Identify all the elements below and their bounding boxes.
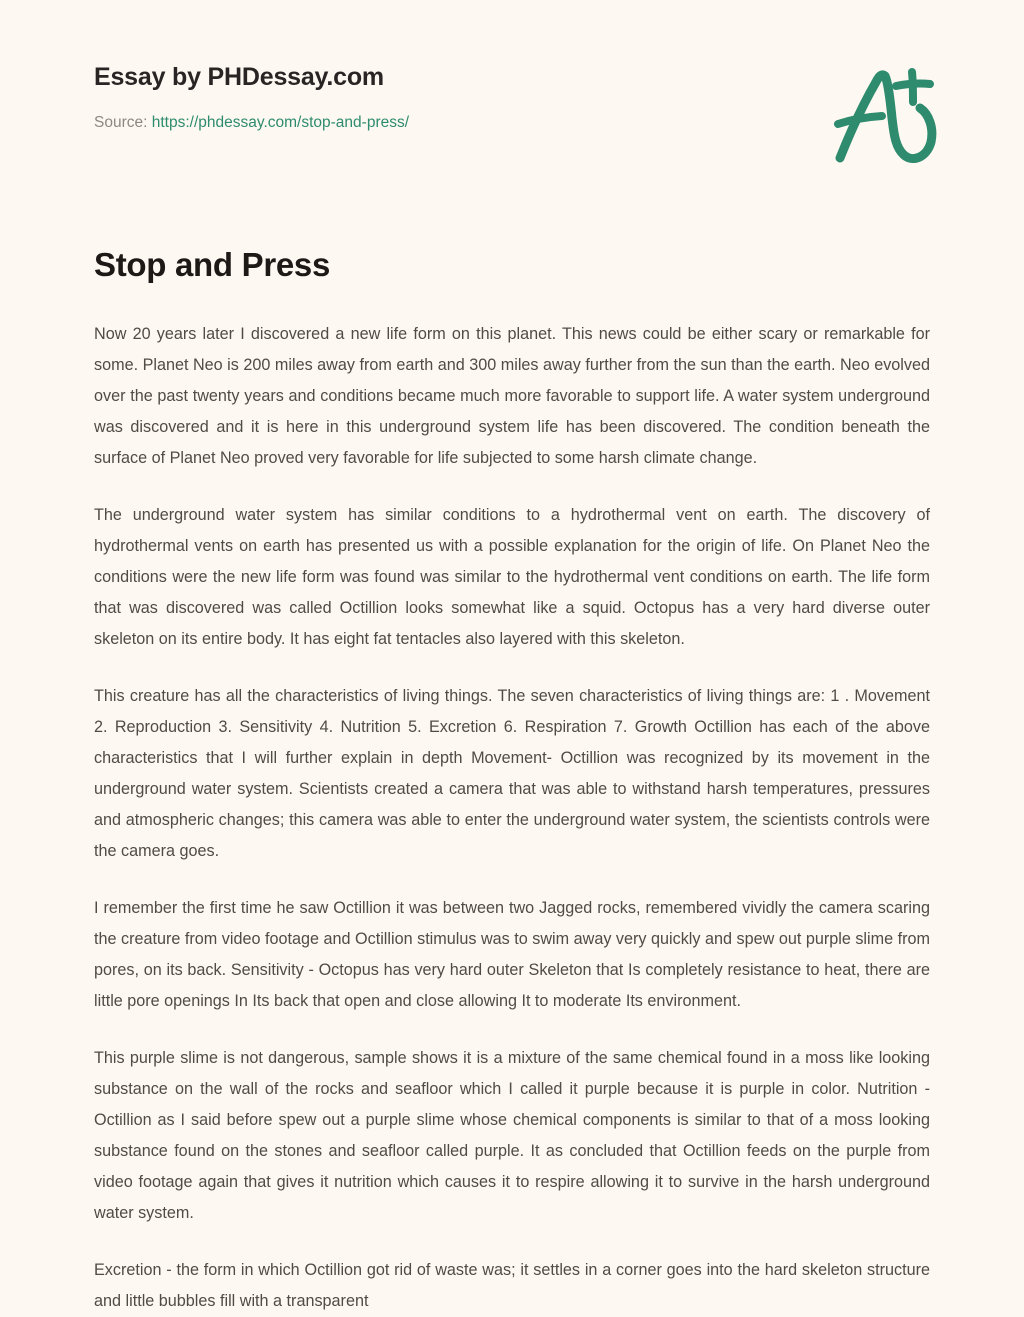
paragraph: Now 20 years later I discovered a new life form on this planet. This news could be either scary or remarkable for some. Planet Neo is 200 miles away from earth and 300 miles away further from the sun than the earth. Neo evolved over the past twenty years and conditions became much more favorable to support life. A water system underground was discovered and it is here in this underground system life has been discovered. The condition beneath the surface of Planet Neo proved very favorable for life subjected to some harsh climate change. (94, 325, 930, 468)
source-label: Source: (94, 114, 148, 131)
brand-title: Essay by PHDessay.com (94, 63, 384, 91)
header-left-block (94, 62, 409, 133)
page-header (94, 0, 930, 168)
paragraph: I remember the first time he saw Octillion it was between two Jagged rocks, remembered vividly the camera scaring the creature from video footage and Octillion stimulus was to swim away very quickly and spew out purple slime from pores, on its back. Sensitivity - Octopus has very hard outer Skeleton that Is completely resistance to heat, there are little pore openings In Its back that open and close allowing It to moderate Its environment. (94, 899, 930, 1011)
paragraph: This purple slime is not dangerous, sample shows it is a mixture of the same chemical found in a moss like looking substance on the wall of the rocks and seafloor which I called it purple because it is purple in color. Nutrition - Octillion as I said before spew out a purple slime whose chemical components is similar to that of a moss looking substance found on the stones and seafloor called purple. It as concluded that Octillion feeds on the purple from video footage again that gives it nutrition which causes it to respire allowing it to survive in the harsh underground water system. (94, 1049, 930, 1223)
paragraph: This creature has all the characteristics of living things. The seven characteristics of living things are: 1 . Movement 2. Reproduction 3. Sensitivity 4. Nutrition 5. Excretion 6. Respiration 7. Growth Octillion has each of the above characteristics that I will further explain in depth Movement- Octillion was recognized by its movement in the underground water system. Scientists created a camera that was able to withstand harsh temperatures, pressures and atmospheric changes; this camera was able to enter the underground water system, the scientists controls were the camera goes. (94, 687, 930, 861)
a-plus-logo-icon (824, 62, 944, 168)
paragraph: Excretion - the form in which Octillion got rid of waste was; it settles in a corner goes into the hard skeleton structure and little bubbles fill with a transparent (94, 1261, 930, 1311)
page-title: Stop and Press (94, 246, 331, 283)
essay-body (94, 319, 930, 1317)
paragraph: The underground water system has similar conditions to a hydrothermal vent on earth. The discovery of hydrothermal vents on earth has presented us with a possible explanation for the origin of life. On Planet Neo the conditions were the new life form was found was similar to the hydrothermal vent conditions on earth. The life form that was discovered was called Octillion looks somewhat like a squid. Octopus has a very hard diverse outer skeleton on its entire body. It has eight fat tentacles also layered with this skeleton. (94, 506, 930, 649)
source-url-link[interactable]: https://phdessay.com/stop-and-press/ (151, 114, 410, 131)
source-line (94, 113, 409, 133)
